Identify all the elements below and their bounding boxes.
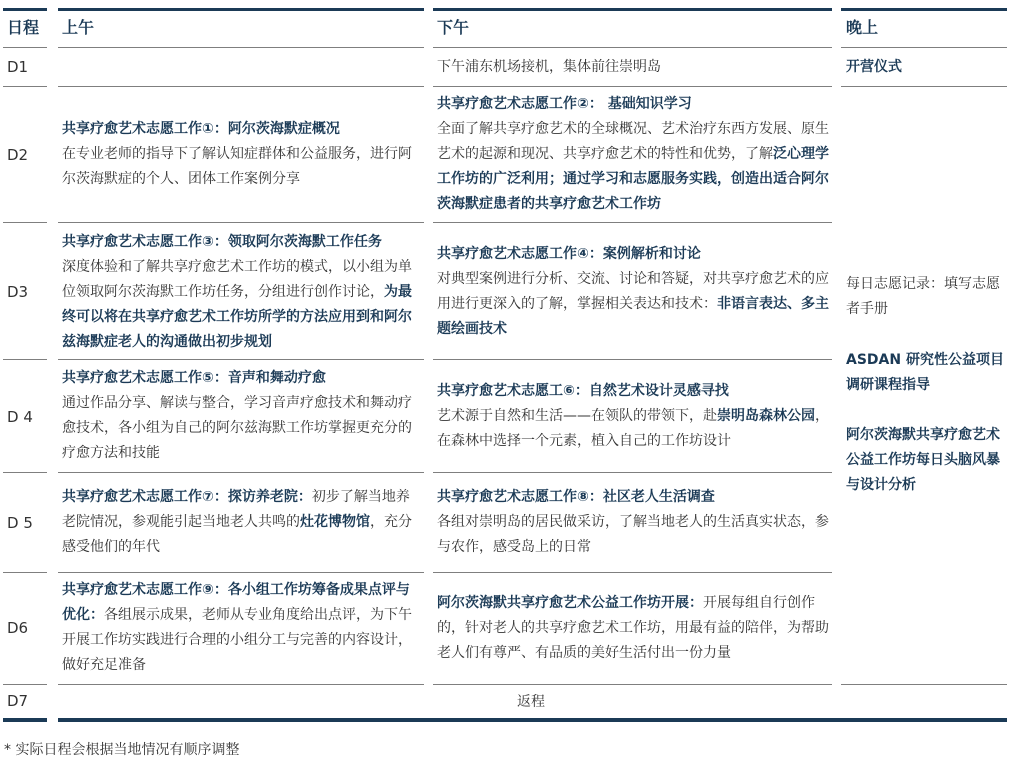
d3-pm-highlight: 非语言表达、多主题绘画技术 (437, 296, 829, 337)
d4-am-title: 共享疗愈艺术志愿工作⑤：音声和舞动疗愈 (62, 370, 326, 386)
d4-pm-title: 共享疗愈艺术志愿工⑥：自然艺术设计灵感寻找 (437, 383, 729, 399)
rule-d1-am (58, 86, 424, 87)
footer-bar-day (3, 718, 47, 722)
rule-d1-pm (433, 86, 832, 87)
rule-d3-am (58, 359, 424, 360)
d2-afternoon-cell (437, 92, 831, 217)
rule-d3-pm (433, 359, 832, 360)
evening-d1-opening: 开营仪式 (846, 59, 902, 75)
d6-pm-text: 开展每组自行创作的，针对老人的共享疗愈艺术工作坊，用最有益的陪伴，为帮助老人们有尊严、有品质的美好生活付出一份力量 (437, 595, 829, 661)
evening-brainstorm: 阿尔茨海默共享疗愈艺术公益工作坊每日头脑风暴与设计分析 (846, 427, 1000, 493)
day-label-d6: D6 (7, 619, 29, 637)
d2-pm-title: 共享疗愈艺术志愿工作②： 基础知识学习 (437, 96, 692, 112)
rule-below-header-day (3, 47, 47, 48)
d5-afternoon-cell (437, 485, 831, 560)
rule-d1-day (3, 86, 47, 87)
rule-d1-eve (841, 86, 1007, 87)
d5-pm-title: 共享疗愈艺术志愿工作⑧：社区老人生活调查 (437, 489, 715, 505)
day-label-d4: D 4 (7, 408, 33, 426)
rule-d4-pm (433, 472, 832, 473)
day-label-d5: D 5 (7, 514, 33, 532)
d6-am-title: 共享疗愈艺术志愿工作⑨：各小组工作坊筹备成果点评与优化： (62, 582, 410, 623)
d4-pm-text: 艺术源于自然和生活——在领队的带领下，赴 (437, 408, 717, 424)
rule-below-header-am (58, 47, 424, 48)
day-label-d1: D1 (7, 58, 29, 76)
d5-am-text: 初步了解当地养老院情况，参观能引起当地老人共鸣的 (62, 489, 410, 530)
rule-d2-am (58, 222, 424, 223)
rule-d4-day (3, 472, 47, 473)
d3-am-highlight: 为最终可以将在共享疗愈艺术工作坊所学的方法应用到和阿尔兹海默症老人的沟通做出初步规划 (62, 284, 412, 350)
evening-daily-log: 每日志愿记录：填写志愿者手册 (846, 276, 1000, 317)
rule-d6-am (58, 684, 424, 685)
rule-d5-pm (433, 572, 832, 573)
d7-return-text: 返程 (517, 694, 545, 710)
header-bar-morning (58, 8, 424, 11)
rule-below-header-eve (841, 47, 1007, 48)
d6-afternoon-cell (437, 591, 831, 666)
rule-d6-pm (433, 684, 832, 685)
d4-am-text: 通过作品分享、解读与整合，学习音声疗愈技术和舞动疗愈技术，各小组为自己的阿尔兹海默工作坊掌握更充分的疗愈方法和技能 (62, 395, 412, 461)
d3-am-text: 深度体验和了解共享疗愈艺术工作坊的模式，以小组为单位领取阿尔茨海默工作坊任务，分组进行创作讨论， (62, 259, 412, 300)
header-day: 日程 (7, 18, 40, 37)
header-bar-day (3, 8, 47, 11)
header-bar-afternoon (433, 8, 832, 11)
d2-pm-text: 全面了解共享疗愈艺术的全球概况、艺术治疗东西方发展、原生艺术的起源和现况、共享疗愈艺术的特性和优势，了解 (437, 121, 829, 162)
d5-am-title: 共享疗愈艺术志愿工作⑦：探访养老院： (62, 489, 312, 505)
footer-bar-main (58, 718, 1007, 722)
d2-morning-cell (62, 117, 422, 192)
d3-pm-text: 对典型案例进行分析、交流、讨论和答疑，对共享疗愈艺术的应用进行更深入的了解，掌握相关表达和技术： (437, 271, 829, 312)
d2-am-title: 共享疗愈艺术志愿工作①：阿尔茨海默症概况 (62, 121, 340, 137)
d3-pm-title: 共享疗愈艺术志愿工作④：案例解析和讨论 (437, 246, 701, 262)
rule-d2-pm (433, 222, 832, 223)
d4-pm-text2: ，在森林中选择一个元素，植入自己的工作坊设计 (437, 408, 829, 449)
d2-am-text: 在专业老师的指导下了解认知症群体和公益服务，进行阿尔茨海默症的个人、团体工作案例分享 (62, 146, 412, 187)
d3-am-title: 共享疗愈艺术志愿工作③：领取阿尔茨海默工作任务 (62, 234, 382, 250)
rule-d5-am (58, 572, 424, 573)
d2-pm-highlight: 泛心理学工作坊的广泛利用；通过学习和志愿服务实践，创造出适合阿尔茨海默症患者的共享疗愈艺术工作坊 (437, 146, 829, 212)
d5-pm-text: 各组对崇明岛的居民做采访，了解当地老人的生活真实状态，参与农作，感受岛上的日常 (437, 514, 829, 555)
footnote: * 实际日程会根据当地情况有顺序调整 (4, 742, 240, 758)
d1-afternoon-text (437, 55, 829, 80)
rule-d2-day (3, 222, 47, 223)
header-morning: 上午 (62, 18, 95, 37)
d5-am-highlight: 灶花博物馆 (300, 514, 370, 530)
day-label-d3: D3 (7, 283, 29, 301)
rule-d4-am (58, 472, 424, 473)
day-label-d2: D2 (7, 146, 29, 164)
rule-d6-eve (841, 684, 1007, 685)
d4-morning-cell (62, 366, 422, 466)
header-evening: 晚上 (846, 18, 879, 37)
rule-d5-day (3, 572, 47, 573)
rule-d6-day (3, 684, 47, 685)
d4-afternoon-cell (437, 379, 831, 454)
day-label-d7: D7 (7, 692, 29, 710)
d6-am-text: 各组展示成果，老师从专业角度给出点评，为下午开展工作坊实践进行合理的小组分工与完善的内容设计，做好充足准备 (62, 607, 412, 673)
header-bar-evening (841, 8, 1007, 11)
d1-pm-text: 下午浦东机场接机，集体前往崇明岛 (437, 59, 661, 75)
d6-morning-cell (62, 578, 422, 678)
d4-pm-highlight: 崇明岛森林公园 (717, 408, 815, 424)
d6-pm-title: 阿尔茨海默共享疗愈艺术公益工作坊开展： (437, 595, 703, 611)
header-afternoon: 下午 (437, 18, 470, 37)
rule-d3-day (3, 359, 47, 360)
d3-afternoon-cell (437, 242, 831, 342)
d3-morning-cell (62, 230, 422, 355)
d5-am-text2: ，充分感受他们的年代 (62, 514, 412, 555)
d5-morning-cell (62, 485, 422, 560)
evening-asdan: ASDAN 研究性公益项目调研课程指导 (846, 352, 1004, 393)
rule-below-header-pm (433, 47, 832, 48)
